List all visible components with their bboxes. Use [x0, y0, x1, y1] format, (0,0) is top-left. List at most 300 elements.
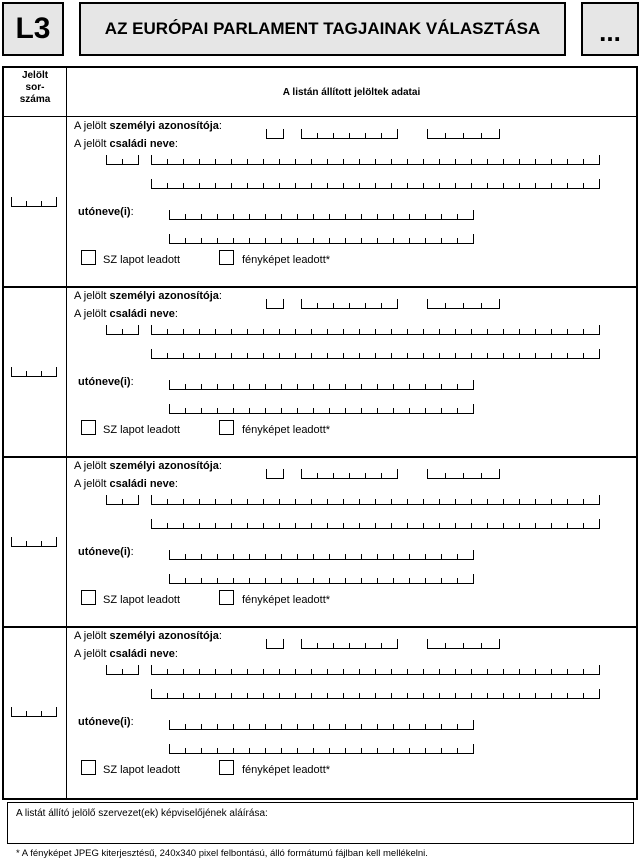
- candidate-3-family-comb-c-tick: [391, 523, 392, 529]
- candidate-2-id-comb-1[interactable]: [266, 299, 284, 309]
- candidate-4-family-comb-b-tick: [439, 669, 440, 675]
- candidate-4-given-comb-b[interactable]: [169, 744, 474, 754]
- candidate-3-given-comb-b-tick: [297, 578, 298, 584]
- candidate-4-family-comb-c-tick: [359, 693, 360, 699]
- candidate-1-given-comb-a-tick: [361, 214, 362, 220]
- candidate-2-family-comb-c-tick: [231, 353, 232, 359]
- candidate-3-given-comb-a-baseline: [169, 559, 474, 560]
- candidate-2-family-comb-c-tick: [455, 353, 456, 359]
- candidate-1-family-comb-b-tick: [535, 159, 536, 165]
- candidate-3-family-comb-c-tick: [375, 523, 376, 529]
- candidate-4-given-comb-a-tick: [457, 724, 458, 730]
- candidate-2-family-comb-b-tick: [487, 329, 488, 335]
- candidate-1-family-comb-c-tick: [567, 183, 568, 189]
- candidate-2-number-comb[interactable]: [11, 367, 57, 377]
- candidate-4-given-comb-a-tick: [281, 724, 282, 730]
- candidate-4-family-comb-b-tick: [359, 669, 360, 675]
- candidate-4-photo-checkbox[interactable]: [219, 760, 234, 775]
- candidate-2-family-comb-b-tick: [295, 329, 296, 335]
- candidate-1-given-comb-a-tick: [281, 214, 282, 220]
- candidate-1-family-comb-c-tick: [183, 183, 184, 189]
- candidate-3-given-comb-b-baseline: [169, 583, 474, 584]
- candidate-4-family-comb-b-tick: [167, 669, 168, 675]
- candidate-4-id-comb-1-tick: [283, 639, 284, 649]
- candidate-2-id-comb-3[interactable]: [427, 299, 500, 309]
- candidate-4-given-comb-a-tick: [169, 720, 170, 730]
- candidate-4-id-comb-2-tick: [301, 639, 302, 649]
- candidate-3-given-comb-a-tick: [361, 554, 362, 560]
- candidate-4-family-label-part: A jelölt: [74, 648, 110, 660]
- candidate-1-family-comb-b-tick: [279, 159, 280, 165]
- candidate-4-given-comb-b-tick: [409, 748, 410, 754]
- candidate-1-family-comb-b-tick: [327, 159, 328, 165]
- candidate-3-id-label-part: személyi azonosítója: [109, 460, 219, 472]
- candidate-2-id-comb-2-tick: [349, 303, 350, 309]
- candidate-3-id-comb-2-tick: [333, 473, 334, 479]
- candidate-2-id-label-part: A jelölt: [74, 290, 110, 302]
- candidate-4-given-comb-a-tick: [361, 724, 362, 730]
- candidate-1-family-comb-c-tick: [215, 183, 216, 189]
- candidate-3-family-comb-c-tick: [263, 523, 264, 529]
- candidate-2-given-comb-a-tick: [265, 384, 266, 390]
- candidate-2-family-comb-c-tick: [183, 353, 184, 359]
- candidate-1-family-comb-c-tick: [599, 179, 600, 189]
- form-title: AZ EURÓPAI PARLAMENT TAGJAINAK VÁLASZTÁSA: [79, 2, 566, 56]
- candidate-3-given-comb-b-tick: [265, 578, 266, 584]
- candidate-2-id-label: [74, 290, 222, 302]
- candidate-2-family-comb-b-tick: [375, 329, 376, 335]
- candidate-3-given-comb-a-tick: [473, 550, 474, 560]
- candidate-1-family-comb-a[interactable]: [106, 155, 139, 165]
- candidate-3-family-comb-b-tick: [599, 495, 600, 505]
- candidate-3-given-comb-a-tick: [409, 554, 410, 560]
- candidate-3-family-comb-c-tick: [311, 523, 312, 529]
- candidate-3-given-comb-b-tick: [457, 578, 458, 584]
- candidate-4-family-comb-b-tick: [279, 669, 280, 675]
- candidate-4-id-comb-3-tick: [427, 639, 428, 649]
- candidate-4-family-comb-b-tick: [311, 669, 312, 675]
- candidate-1-family-comb-b-tick: [343, 159, 344, 165]
- candidate-4-number-comb[interactable]: [11, 707, 57, 717]
- candidate-1-family-comb-c-tick: [343, 183, 344, 189]
- candidate-2-given-comb-b[interactable]: [169, 404, 474, 414]
- candidate-3-family-comb-c-tick: [183, 523, 184, 529]
- candidate-4-family-comb-c-tick: [231, 693, 232, 699]
- candidate-2-family-comb-c-tick: [487, 353, 488, 359]
- header-divider: [4, 116, 636, 117]
- candidate-3-number-comb-tick: [56, 537, 57, 547]
- candidate-3-id-comb-3-tick: [427, 469, 428, 479]
- candidate-2-id-comb-3-tick: [463, 303, 464, 309]
- candidate-1-id-comb-3-tick: [481, 133, 482, 139]
- candidate-4-id-comb-1[interactable]: [266, 639, 284, 649]
- candidate-3-family-comb-b-tick: [327, 499, 328, 505]
- candidate-4-given-comb-b-tick: [457, 748, 458, 754]
- candidate-2-family-comb-b-tick: [535, 329, 536, 335]
- candidate-2-family-comb-c-tick: [359, 353, 360, 359]
- candidate-1-photo-checkbox[interactable]: [219, 250, 234, 265]
- candidate-4-id-comb-2-tick: [365, 643, 366, 649]
- candidate-2-family-comb-c-tick: [551, 353, 552, 359]
- candidate-2-number-comb-baseline: [11, 376, 57, 377]
- candidate-1-given-comb-b-tick: [329, 238, 330, 244]
- candidate-4-given-comb-b-tick: [185, 748, 186, 754]
- candidate-2-family-comb-c-tick: [151, 349, 152, 359]
- candidate-2-family-comb-a[interactable]: [106, 325, 139, 335]
- candidate-2-id-comb-2-tick: [317, 303, 318, 309]
- candidate-4-family-comb-c-tick: [343, 693, 344, 699]
- candidate-2-sz-label: SZ lapot leadott: [103, 424, 181, 436]
- candidate-2-id-comb-1-tick: [283, 299, 284, 309]
- candidate-1-id-comb-2[interactable]: [301, 129, 398, 139]
- candidate-3-id-comb-1[interactable]: [266, 469, 284, 479]
- candidate-2-family-label: [74, 308, 178, 320]
- candidate-2-sz-checkbox[interactable]: [81, 420, 96, 435]
- candidate-2-number-comb-tick: [56, 367, 57, 377]
- signature-label: A listát állító jelölő szervezet(ek) képviselőjének aláírása:: [16, 808, 268, 819]
- candidate-1-given-comb-b-tick: [249, 238, 250, 244]
- candidate-1-given-comb-b-tick: [457, 238, 458, 244]
- candidate-1-given-comb-b-tick: [217, 238, 218, 244]
- candidate-4-family-comb-b-tick: [263, 669, 264, 675]
- candidate-3-sz-label: SZ lapot leadott: [103, 594, 181, 606]
- candidate-1-family-comb-b-tick: [551, 159, 552, 165]
- candidate-3-family-comb-c-tick: [407, 523, 408, 529]
- candidate-3-given-comb-a-tick: [265, 554, 266, 560]
- candidate-4-family-comb-c-tick: [167, 693, 168, 699]
- candidate-3-family-comb-b-tick: [391, 499, 392, 505]
- candidate-2-family-comb-b-tick: [503, 329, 504, 335]
- candidate-2-family-comb-b-tick: [263, 329, 264, 335]
- candidate-4-given-comb-b-tick: [329, 748, 330, 754]
- candidate-4-given-comb-b-tick: [361, 748, 362, 754]
- candidate-1-id-comb-1-tick: [283, 129, 284, 139]
- candidate-4-family-comb-b-tick: [551, 669, 552, 675]
- candidate-1-family-comb-b[interactable]: [151, 155, 600, 165]
- candidate-4-family-comb-c-tick: [151, 689, 152, 699]
- candidate-4-family-comb-b-tick: [503, 669, 504, 675]
- candidate-1-family-comb-c-tick: [535, 183, 536, 189]
- candidate-4-given-comb-a-tick: [329, 724, 330, 730]
- candidate-2-given-comb-b-tick: [377, 408, 378, 414]
- candidate-4-id-comb-1-baseline: [266, 648, 284, 649]
- candidate-2-id-comb-3-tick: [499, 299, 500, 309]
- candidate-1-number-comb-tick: [11, 197, 12, 207]
- candidate-3-family-comb-c-tick: [279, 523, 280, 529]
- candidate-1-id-comb-2-tick: [381, 133, 382, 139]
- candidate-2-family-comb-b-tick: [167, 329, 168, 335]
- candidate-3-given-comb-b-tick: [217, 578, 218, 584]
- candidate-4-given-comb-b-tick: [473, 744, 474, 754]
- candidate-4-photo-label: fényképet leadott*: [242, 764, 331, 776]
- candidate-2-given-comb-b-tick: [169, 404, 170, 414]
- candidate-1-family-comb-b-tick: [359, 159, 360, 165]
- candidate-2-given-comb-a-tick: [201, 384, 202, 390]
- candidate-3-family-comb-c-tick: [359, 523, 360, 529]
- candidate-2-family-comb-b-tick: [423, 329, 424, 335]
- candidate-4-family-comb-b-tick: [215, 669, 216, 675]
- candidate-4-family-comb-c-tick: [423, 693, 424, 699]
- candidate-1-family-comb-a-tick: [122, 159, 123, 165]
- candidate-1-family-label: [74, 138, 178, 150]
- candidate-1-number-comb-tick: [41, 201, 42, 207]
- candidate-1-id-comb-2-tick: [365, 133, 366, 139]
- candidate-3-family-comb-c-tick: [455, 523, 456, 529]
- candidate-3-id-comb-3-tick: [463, 473, 464, 479]
- candidate-3-given-comb-b-tick: [361, 578, 362, 584]
- candidate-3-family-comb-b-tick: [343, 499, 344, 505]
- candidate-2-id-comb-2-tick: [301, 299, 302, 309]
- candidate-2-given-comb-a-tick: [169, 380, 170, 390]
- candidate-2-given-comb-a-tick: [345, 384, 346, 390]
- candidate-1-family-comb-b-tick: [407, 159, 408, 165]
- candidate-2-given-comb-a[interactable]: [169, 380, 474, 390]
- candidate-4-family-comb-c-tick: [455, 693, 456, 699]
- candidate-1-id-comb-3[interactable]: [427, 129, 500, 139]
- candidate-3-sz-checkbox[interactable]: [81, 590, 96, 605]
- candidate-2-id-comb-2[interactable]: [301, 299, 398, 309]
- candidate-1-given-comb-a-tick: [409, 214, 410, 220]
- candidate-4-given-label: [78, 716, 134, 728]
- candidate-1-family-comb-c[interactable]: [151, 179, 600, 189]
- candidate-2-family-comb-c-tick: [327, 353, 328, 359]
- candidate-1-sz-checkbox[interactable]: [81, 250, 96, 265]
- candidate-1-family-comb-b-tick: [487, 159, 488, 165]
- candidate-1-id-comb-1[interactable]: [266, 129, 284, 139]
- candidate-4-given-comb-a-tick: [473, 720, 474, 730]
- candidate-1-family-comb-a-tick: [138, 155, 139, 165]
- candidate-2-given-label-part: utóneve(i): [78, 376, 131, 388]
- candidate-3-family-comb-b-tick: [503, 499, 504, 505]
- candidate-3-family-comb-c-tick: [535, 523, 536, 529]
- footnote: * A fényképet JPEG kiterjesztésű, 240x340 pixel felbontású, álló formátumú fájlban kell mellékelni.: [16, 848, 428, 859]
- candidate-3-family-comb-a-tick: [106, 495, 107, 505]
- candidate-4-family-comb-b-tick: [247, 669, 248, 675]
- candidate-2-given-comb-b-tick: [441, 408, 442, 414]
- candidate-3-photo-checkbox[interactable]: [219, 590, 234, 605]
- candidate-2-id-comb-3-tick: [481, 303, 482, 309]
- candidate-1-family-comb-c-tick: [503, 183, 504, 189]
- candidate-3-given-comb-a[interactable]: [169, 550, 474, 560]
- candidate-2-family-comb-c-tick: [343, 353, 344, 359]
- candidate-4-family-comb-b[interactable]: [151, 665, 600, 675]
- candidate-3-given-comb-a-tick: [457, 554, 458, 560]
- candidate-4-family-comb-b-tick: [199, 669, 200, 675]
- candidate-1-family-comb-b-tick: [199, 159, 200, 165]
- candidate-3-family-comb-c-tick: [583, 523, 584, 529]
- candidate-3-given-comb-a-tick: [377, 554, 378, 560]
- candidate-4-family-comb-b-tick: [471, 669, 472, 675]
- candidate-4-given-comb-a-tick: [345, 724, 346, 730]
- candidate-number-header: Jelölt sor- száma: [19, 70, 51, 105]
- candidate-3-given-comb-a-tick: [233, 554, 234, 560]
- candidate-1-number-comb-baseline: [11, 206, 57, 207]
- candidate-3-family-comb-c-tick: [199, 523, 200, 529]
- candidate-4-family-comb-b-tick: [423, 669, 424, 675]
- candidate-4-family-comb-c-tick: [199, 693, 200, 699]
- candidate-3-id-comb-3[interactable]: [427, 469, 500, 479]
- candidate-4-given-comb-a-tick: [393, 724, 394, 730]
- candidate-4-family-comb-a-tick: [122, 669, 123, 675]
- signature-box[interactable]: [7, 802, 634, 844]
- candidate-4-family-comb-a[interactable]: [106, 665, 139, 675]
- candidate-3-id-label-part: A jelölt: [74, 460, 110, 472]
- candidate-1-family-comb-c-tick: [231, 183, 232, 189]
- candidate-4-number-comb-tick: [26, 711, 27, 717]
- candidate-4-id-label-part: személyi azonosítója: [109, 630, 219, 642]
- candidate-3-given-comb-b-tick: [345, 578, 346, 584]
- candidate-1-family-comb-b-tick: [599, 155, 600, 165]
- candidate-1-given-label-part: :: [130, 206, 134, 218]
- candidate-4-id-comb-3[interactable]: [427, 639, 500, 649]
- candidate-3-family-comb-b-tick: [359, 499, 360, 505]
- candidate-3-given-comb-b-tick: [425, 578, 426, 584]
- candidate-1-id-comb-2-tick: [333, 133, 334, 139]
- candidate-2-family-comb-c-tick: [279, 353, 280, 359]
- candidate-2-family-comb-c-tick: [439, 353, 440, 359]
- candidate-4-given-comb-a-tick: [265, 724, 266, 730]
- candidate-3-family-comb-b-tick: [583, 499, 584, 505]
- candidate-3-family-comb-b-tick: [439, 499, 440, 505]
- candidate-2-family-comb-b-tick: [599, 325, 600, 335]
- candidate-1-id-comb-3-tick: [427, 129, 428, 139]
- candidate-3-given-comb-b-tick: [281, 578, 282, 584]
- candidate-4-given-comb-b-tick: [425, 748, 426, 754]
- candidate-3-family-comb-b-tick: [295, 499, 296, 505]
- candidate-3-family-comb-b-tick: [199, 499, 200, 505]
- candidate-1-family-comb-c-tick: [311, 183, 312, 189]
- candidate-1-given-comb-b-tick: [425, 238, 426, 244]
- candidate-4-family-comb-c-tick: [503, 693, 504, 699]
- candidate-4-family-comb-b-tick: [583, 669, 584, 675]
- candidate-2-id-label-part: :: [218, 290, 222, 302]
- candidate-2-given-comb-b-tick: [393, 408, 394, 414]
- candidate-4-family-comb-b-tick: [343, 669, 344, 675]
- candidate-2-id-comb-2-tick: [333, 303, 334, 309]
- candidate-4-given-comb-b-tick: [265, 748, 266, 754]
- candidate-3-family-comb-b-tick: [263, 499, 264, 505]
- candidate-3-given-comb-b-tick: [233, 578, 234, 584]
- candidate-4-family-comb-a-tick: [106, 665, 107, 675]
- candidate-4-family-comb-c-tick: [295, 693, 296, 699]
- candidate-4-given-comb-b-tick: [249, 748, 250, 754]
- candidate-1-given-comb-b-tick: [233, 238, 234, 244]
- candidate-2-family-comb-a-tick: [122, 329, 123, 335]
- candidate-2-given-comb-a-tick: [297, 384, 298, 390]
- candidate-4-sz-checkbox[interactable]: [81, 760, 96, 775]
- candidate-3-family-comb-b-tick: [455, 499, 456, 505]
- candidate-1-family-comb-b-tick: [375, 159, 376, 165]
- candidate-1-given-comb-a-baseline: [169, 219, 474, 220]
- candidate-2-photo-checkbox[interactable]: [219, 420, 234, 435]
- candidate-1-id-comb-2-tick: [317, 133, 318, 139]
- candidate-1-given-comb-a-tick: [329, 214, 330, 220]
- candidate-1-id-label-part: személyi azonosítója: [109, 120, 219, 132]
- candidate-4-id-comb-2-tick: [349, 643, 350, 649]
- candidate-3-family-label: [74, 478, 178, 490]
- candidate-1-family-comb-b-tick: [519, 159, 520, 165]
- candidate-3-given-comb-b-tick: [185, 578, 186, 584]
- candidate-2-family-comb-c[interactable]: [151, 349, 600, 359]
- candidate-4-given-comb-b-baseline: [169, 753, 474, 754]
- candidate-4-id-comb-2[interactable]: [301, 639, 398, 649]
- candidate-1-family-comb-c-tick: [247, 183, 248, 189]
- candidate-4-family-label-part: :: [174, 648, 178, 660]
- candidate-3-family-comb-c-tick: [423, 523, 424, 529]
- candidate-2-family-comb-c-tick: [535, 353, 536, 359]
- candidate-3-number-comb[interactable]: [11, 537, 57, 547]
- candidate-3-family-comb-b-tick: [311, 499, 312, 505]
- candidate-4-given-comb-b-tick: [201, 748, 202, 754]
- candidate-1-given-comb-a[interactable]: [169, 210, 474, 220]
- candidate-3-family-comb-c-tick: [503, 523, 504, 529]
- candidate-1-family-comb-c-tick: [167, 183, 168, 189]
- candidate-divider: [4, 626, 636, 628]
- candidate-3-id-label: [74, 460, 222, 472]
- candidate-3-id-comb-3-tick: [445, 473, 446, 479]
- candidate-4-family-comb-a-tick: [138, 665, 139, 675]
- candidate-1-family-comb-b-tick: [167, 159, 168, 165]
- candidate-3-given-comb-a-tick: [313, 554, 314, 560]
- candidate-1-family-comb-c-tick: [583, 183, 584, 189]
- candidate-2-given-comb-b-tick: [361, 408, 362, 414]
- candidate-3-family-comb-b[interactable]: [151, 495, 600, 505]
- candidate-3-id-comb-2[interactable]: [301, 469, 398, 479]
- candidate-2-family-comb-b[interactable]: [151, 325, 600, 335]
- candidate-2-family-comb-b-tick: [407, 329, 408, 335]
- candidate-3-given-comb-a-tick: [393, 554, 394, 560]
- candidate-3-given-comb-b-tick: [409, 578, 410, 584]
- candidate-2-family-comb-c-tick: [295, 353, 296, 359]
- candidate-4-id-comb-2-tick: [397, 639, 398, 649]
- candidate-4-family-comb-c-tick: [471, 693, 472, 699]
- candidate-1-given-comb-a-tick: [233, 214, 234, 220]
- candidate-3-family-comb-c-tick: [167, 523, 168, 529]
- candidate-3-family-comb-a-tick: [138, 495, 139, 505]
- candidate-data-header: A listán állított jelöltek adatai: [282, 86, 421, 98]
- candidate-2-family-comb-c-tick: [215, 353, 216, 359]
- candidate-4-given-comb-a[interactable]: [169, 720, 474, 730]
- candidate-3-family-comb-c[interactable]: [151, 519, 600, 529]
- candidate-4-given-comb-a-tick: [297, 724, 298, 730]
- candidate-4-family-comb-c[interactable]: [151, 689, 600, 699]
- candidate-2-given-comb-a-tick: [217, 384, 218, 390]
- candidate-4-given-comb-b-tick: [297, 748, 298, 754]
- candidate-2-id-comb-3-tick: [427, 299, 428, 309]
- candidate-1-given-comb-a-tick: [217, 214, 218, 220]
- candidate-2-given-comb-b-tick: [409, 408, 410, 414]
- candidate-4-given-comb-b-tick: [233, 748, 234, 754]
- candidate-4-number-comb-tick: [41, 711, 42, 717]
- candidate-3-photo-label: fényképet leadott*: [242, 594, 331, 606]
- candidate-2-family-comb-b-tick: [471, 329, 472, 335]
- candidate-3-given-comb-b-tick: [201, 578, 202, 584]
- candidate-1-number-comb[interactable]: [11, 197, 57, 207]
- candidate-1-given-comb-b[interactable]: [169, 234, 474, 244]
- candidate-1-family-comb-c-tick: [327, 183, 328, 189]
- candidate-4-family-comb-b-tick: [599, 665, 600, 675]
- candidate-3-family-comb-a[interactable]: [106, 495, 139, 505]
- candidate-3-family-comb-c-tick: [471, 523, 472, 529]
- candidate-1-given-comb-b-tick: [297, 238, 298, 244]
- candidate-4-family-label: [74, 648, 178, 660]
- candidate-4-id-label-part: :: [218, 630, 222, 642]
- candidate-1-family-comb-c-tick: [471, 183, 472, 189]
- candidate-1-given-comb-b-tick: [361, 238, 362, 244]
- candidate-3-id-comb-2-tick: [365, 473, 366, 479]
- candidate-3-given-comb-b[interactable]: [169, 574, 474, 584]
- candidate-4-family-comb-b-tick: [295, 669, 296, 675]
